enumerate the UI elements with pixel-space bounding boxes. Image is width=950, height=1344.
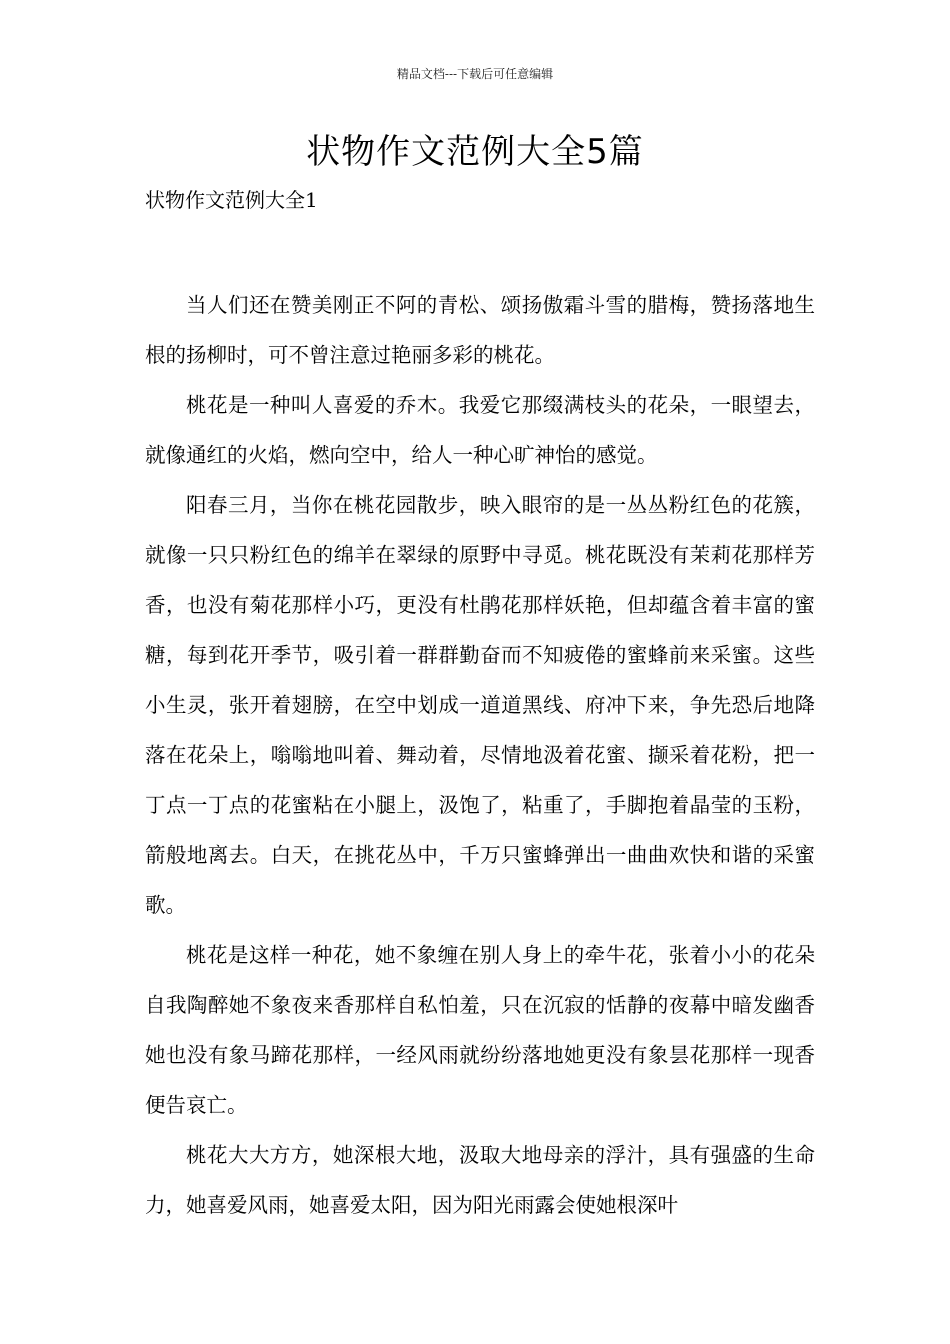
paragraph-4: 桃花是这样一种花，她不象缠在别人身上的牵牛花，张着小小的花朵自我陶醉她不象夜来香那样自私怕羞，只在沉寂的恬静的夜幕中暗发幽香她也没有象马蹄花那样，一经风雨就纷纷落地她更没有象昙花那样一现香便告哀亡。 [145,943,815,1117]
paragraph-1: 当人们还在赞美刚正不阿的青松、颂扬傲霜斗雪的腊梅，赞扬落地生根的扬柳时，可不曾注意过艳丽多彩的桃花。 [145,293,815,367]
body-text [145,280,815,1230]
header-note: 精品文档---下载后可任意编辑 [396,67,554,81]
paragraph-2: 桃花是一种叫人喜爱的乔木。我爱它那缀满枝头的花朵，一眼望去，就像通红的火焰，燃向空中，给人一种心旷神怡的感觉。 [145,393,815,467]
section-heading: 状物作文范例大全1 [145,188,318,212]
paragraph-5: 桃花大大方方，她深根大地，汲取大地母亲的浮汁，具有强盛的生命力，她喜爱风雨，她喜爱太阳，因为阳光雨露会使她根深叶 [145,1143,815,1217]
paragraph-3: 阳春三月，当你在桃花园散步，映入眼帘的是一丛丛粉红色的花簇，就像一只只粉红色的绵羊在翠绿的原野中寻觅。桃花既没有茉莉花那样芳香，也没有菊花那样小巧，更没有杜鹃花那样妖艳，但却蕴含着丰富的蜜糖，每到花开季节，吸引着一群群勤奋而不知疲倦的蜜蜂前来采蜜。这些小生灵，张开着翅膀，在空中划成一道道黑线、府冲下来，争先恐后地降落在花朵上，嗡嗡地叫着、舞动着，尽情地汲着花蜜、撷采着花粉，把一丁点一丁点的花蜜粘在小腿上，汲饱了，粘重了，手脚抱着晶莹的玉粉，箭般地离去。白天，在挑花丛中，千万只蜜蜂弹出一曲曲欢快和谐的采蜜歌。 [145,493,815,917]
document-title: 状物作文范例大全5篇 [306,132,644,172]
